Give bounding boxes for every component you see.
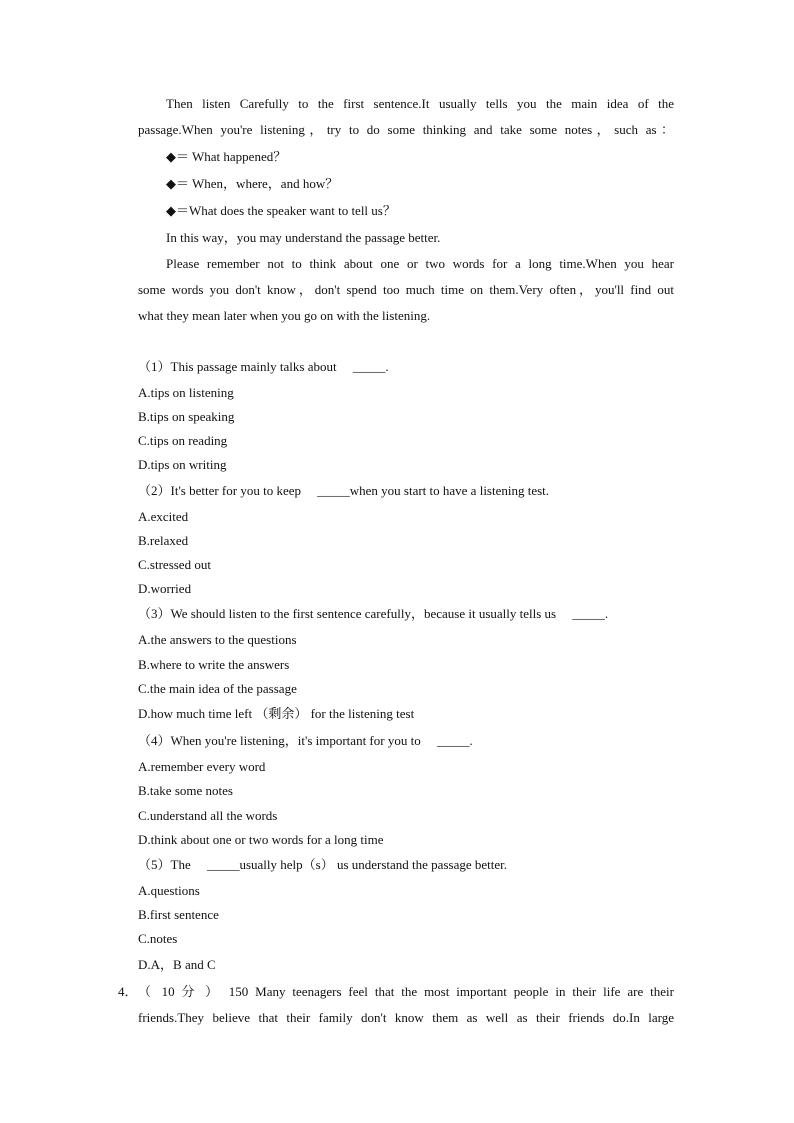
question-5-option-d: D.A，B and C — [138, 957, 216, 972]
passage-paragraph-1-line-1: Then listen Carefully to the first sentence.It usually tells you the main idea of the — [166, 96, 674, 111]
question-5-stem: （5）The _____usually help（s） us understand the passage better. — [138, 857, 507, 872]
question-4-option-d: D.think about one or two words for a long time — [138, 832, 384, 847]
question-5-option-a: A.questions — [138, 883, 200, 898]
question-3-stem: （3）We should listen to the first sentence carefully，because it usually tells us _____. — [138, 606, 609, 621]
question-3-option-a: A.the answers to the questions — [138, 632, 297, 647]
question-4-option-b: B.take some notes — [138, 783, 233, 798]
passage-paragraph-2: In this way，you may understand the passage better. — [166, 230, 441, 245]
question-1-option-d: D.tips on writing — [138, 457, 227, 472]
question-1-option-b: B.tips on speaking — [138, 409, 235, 424]
bullet-when-where-how: ◆＝ When，where，and how？ — [166, 176, 339, 191]
next-question-line-1: （ 10 分 ） 150 Many teenagers feel that the most important people in their life are their — [138, 984, 674, 999]
question-3-option-c: C.the main idea of the passage — [138, 681, 297, 696]
passage-paragraph-1-line-2: passage.When you're listening，try to do some thinking and take some notes，such as： — [138, 122, 674, 137]
question-1-option-c: C.tips on reading — [138, 433, 228, 448]
question-5-option-b: B.first sentence — [138, 907, 219, 922]
question-2-option-b: B.relaxed — [138, 533, 189, 548]
next-question-line-2: friends.They believe that their family don't know them as well as their friends do.In large — [138, 1010, 674, 1025]
passage-paragraph-3-line-2: some words you don't know，don't spend too much time on them.Very often，you'll find out — [138, 282, 674, 297]
question-3-option-d: D.how much time left （剩余） for the listening test — [138, 706, 415, 721]
question-2-option-a: A.excited — [138, 509, 189, 524]
next-question-number: 4． — [118, 984, 138, 999]
question-3-option-b: B.where to write the answers — [138, 657, 290, 672]
question-2-option-d: D.worried — [138, 581, 192, 596]
passage-paragraph-3-line-1: Please remember not to think about one or two words for a long time.When you hear — [166, 256, 674, 271]
question-5-option-c: C.notes — [138, 931, 178, 946]
question-4-option-c: C.understand all the words — [138, 808, 278, 823]
question-1-option-a: A.tips on listening — [138, 385, 234, 400]
question-4-stem: （4）When you're listening，it's important for you to _____. — [138, 733, 473, 748]
question-1-stem: （1）This passage mainly talks about _____. — [138, 359, 389, 374]
bullet-speaker-message: ◆＝What does the speaker want to tell us？ — [166, 203, 396, 218]
question-4-option-a: A.remember every word — [138, 759, 266, 774]
question-2-option-c: C.stressed out — [138, 557, 211, 572]
bullet-what-happened: ◆＝ What happened？ — [166, 149, 287, 164]
question-2-stem: （2）It's better for you to keep _____when you start to have a listening test. — [138, 483, 550, 498]
passage-paragraph-3-line-3: what they mean later when you go on with the listening. — [138, 308, 431, 323]
